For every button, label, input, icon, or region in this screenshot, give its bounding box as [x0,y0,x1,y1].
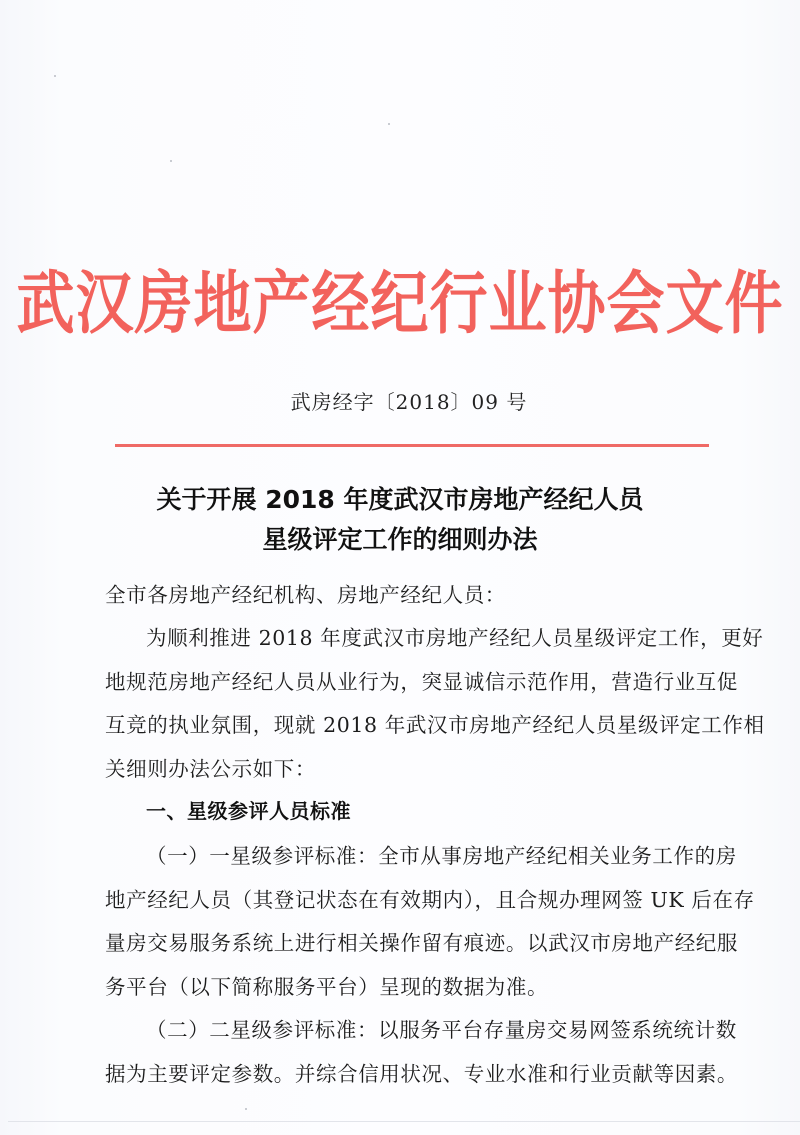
item-2-line: （二）二星级参评标准：以服务平台存量房交易网签系统统计数 [146,1018,737,1042]
document-title-line-2: 星级评定工作的细则办法 [262,525,538,554]
item-1-line: 务平台（以下简称服务平台）呈现的数据为准。 [105,975,549,999]
item-1-line: 地产经纪人员（其登记状态在有效期内），且合规办理网签 UK 后在存 [105,888,755,912]
intro-paragraph-line: 关细则办法公示如下： [105,757,316,781]
document-title-line-1: 关于开展 2018 年度武汉市房地产经纪人员 [156,485,644,514]
page-edge [8,1121,800,1122]
item-2-line: 据为主要评定参数。并综合信用状况、专业水准和行业贡献等因素。 [105,1062,738,1086]
scan-speck [388,123,390,125]
document-number: 武房经字〔2018〕09 号 [290,390,528,414]
scan-speck [170,160,172,162]
item-1-line: （一）一星级参评标准：全市从事房地产经纪相关业务工作的房 [146,844,737,868]
issuer-title: 武汉房地产经纪行业协会文件 [16,263,784,344]
item-1-line: 量房交易服务系统上进行相关操作留有痕迹。以武汉市房地产经纪服 [105,931,738,955]
salutation: 全市各房地产经纪机构、房地产经纪人员： [105,583,506,607]
red-divider-rule [115,444,709,447]
intro-paragraph-line: 为顺利推进 2018 年度武汉市房地产经纪人员星级评定工作，更好 [146,626,764,650]
scan-speck [54,75,56,77]
section-heading: 一、星级参评人员标准 [146,799,351,823]
intro-paragraph-line: 互竞的执业氛围，现就 2018 年武汉市房地产经纪人员星级评定工作相 [105,713,765,737]
intro-paragraph-line: 地规范房地产经纪人员从业行为，突显诚信示范作用，营造行业互促 [105,670,738,694]
scan-speck [245,1108,247,1110]
